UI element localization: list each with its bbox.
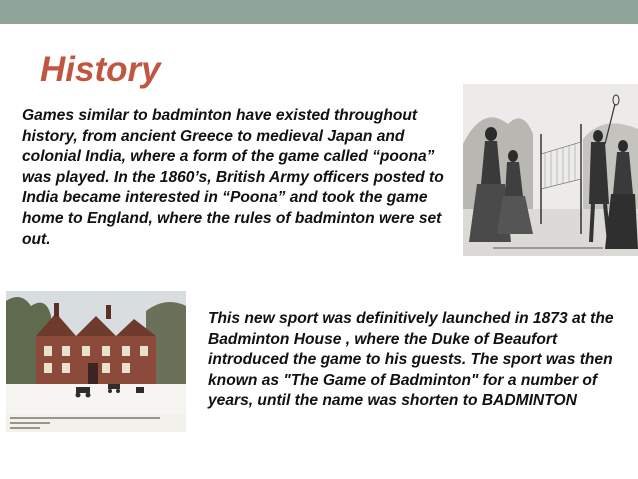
top-accent-bar bbox=[0, 0, 638, 24]
badminton-house-painting-image bbox=[6, 291, 186, 432]
slide-title: History bbox=[40, 50, 161, 89]
badminton-engraving-image bbox=[463, 84, 638, 256]
history-paragraph-1: Games similar to badminton have existed throughout history, from ancient Greece to medieval Japan and colonial India, where a form of the game called “poona” was played. In the 1860’s, British Army officers posted to India became interested in “Poona” and took the game home to England, where the rules of badminton were set out. bbox=[22, 107, 444, 248]
history-paragraph-2: This new sport was definitively launched in 1873 at the Badminton House , where the Duke of Beaufort introduced the game to his guests. The sport was then known as "The Game of Badminton" for a number of years, until the name was shorten to BADMINTON bbox=[208, 310, 614, 410]
